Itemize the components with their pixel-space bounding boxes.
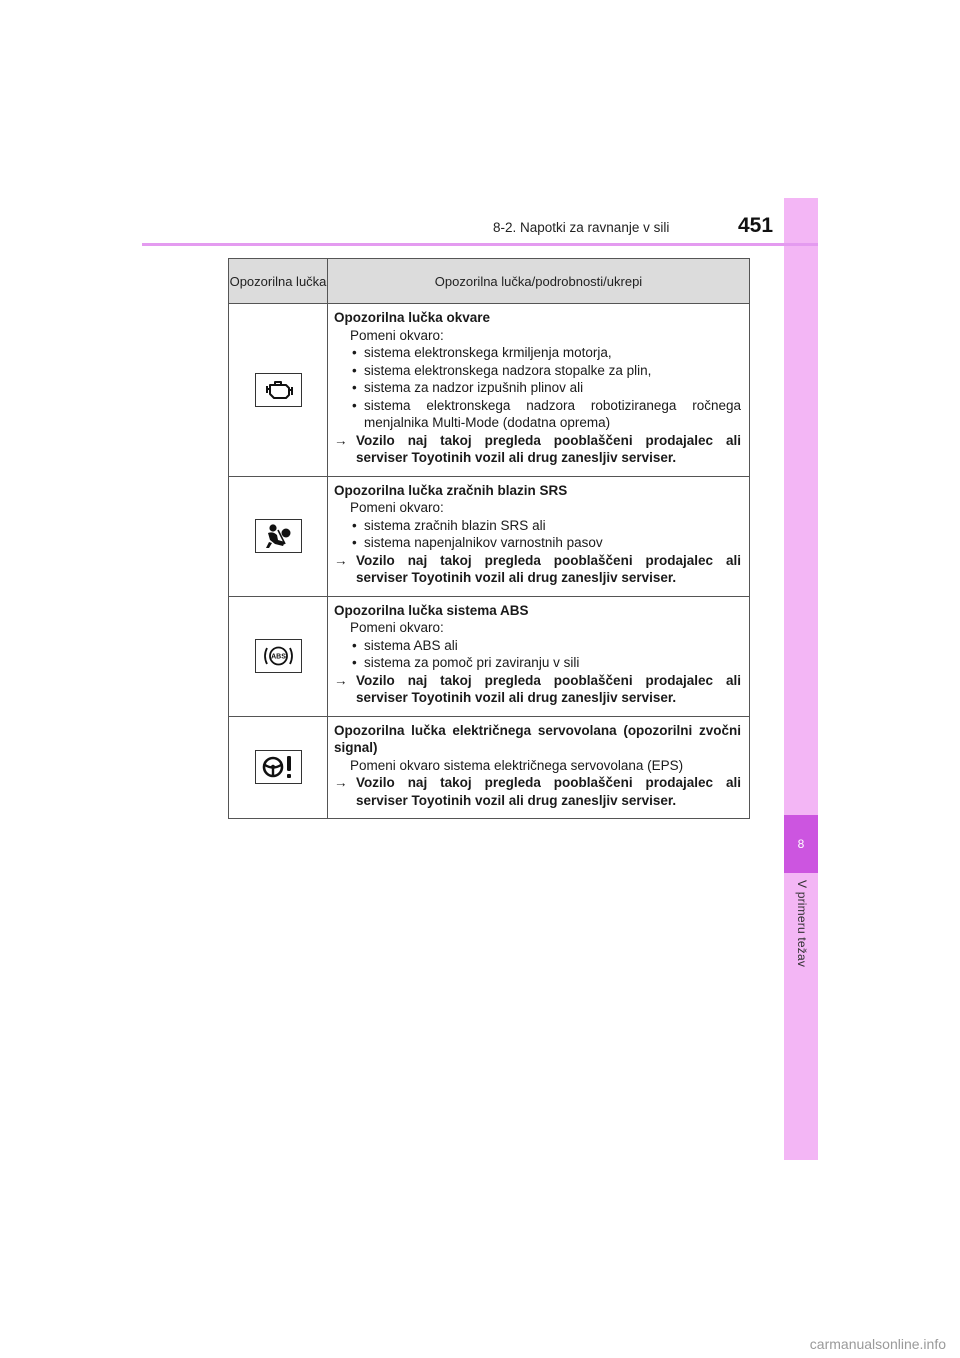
warning-lights-table: [228, 258, 750, 819]
list-item: • sistema elektronskega krmiljenja motorja,: [334, 344, 741, 362]
warning-light-lead: Pomeni okvaro sistema električnega servovolana (EPS): [350, 757, 684, 773]
arrow-icon: →: [334, 432, 348, 448]
table-row: [229, 716, 750, 819]
power-steering-icon: [255, 750, 302, 784]
warning-light-title: Opozorilna lučka sistema ABS: [334, 602, 529, 618]
airbag-srs-icon: [255, 519, 302, 553]
list-item: • sistema zračnih blazin SRS ali: [334, 517, 741, 535]
warning-light-action: → Vozilo naj takoj pregleda pooblaščeni prodajalec ali serviser Toyotinih vozil ali drug zanesljiv serviser.: [334, 672, 741, 705]
table-row: [229, 304, 750, 477]
arrow-icon: →: [334, 672, 348, 688]
warning-light-title: Opozorilna lučka električnega servovolana (opozorilni zvočni signal): [334, 722, 741, 755]
warning-light-title: Opozorilna lučka okvare: [334, 310, 491, 325]
engine-malfunction-icon: [255, 373, 302, 407]
warning-light-lead: Pomeni okvaro:: [350, 327, 444, 343]
warning-light-action: → Vozilo naj takoj pregleda pooblaščeni prodajalec ali serviser Toyotinih vozil ali drug zanesljiv serviser.: [334, 552, 741, 585]
chapter-title: V primeru težav: [795, 880, 809, 968]
warning-light-lead: Pomeni okvaro:: [350, 620, 444, 635]
section-title: 8-2. Napotki za ravnanje v sili: [493, 220, 670, 235]
chapter-number: 8: [797, 837, 805, 851]
chapter-side-strip: [784, 198, 818, 1160]
warning-light-action: → Vozilo naj takoj pregleda pooblaščeni prodajalec ali serviser Toyotinih vozil ali drug zanesljiv serviser.: [334, 432, 741, 465]
list-item: • sistema ABS ali: [334, 637, 741, 655]
warning-light-action: → Vozilo naj takoj pregleda pooblaščeni prodajalec ali serviser Toyotinih vozil ali drug zanesljiv serviser.: [334, 775, 741, 808]
arrow-icon: →: [334, 552, 348, 568]
chapter-number-tab: [784, 815, 818, 873]
col-header-icon: Opozorilna lučka: [229, 259, 328, 304]
warning-light-lead: Pomeni okvaro:: [350, 500, 444, 515]
list-item: • sistema elektronskega nadzora robotiziranega ročnega menjalnika Multi-Mode (dodatna oprema): [334, 397, 741, 432]
list-item: • sistema elektronskega nadzora stopalke za plin,: [334, 362, 741, 380]
table-row: [229, 596, 750, 716]
arrow-icon: →: [334, 775, 348, 790]
warning-light-title: Opozorilna lučka zračnih blazin SRS: [334, 482, 568, 498]
header-divider: [142, 243, 818, 246]
table-header-row: [229, 259, 750, 304]
list-item: • sistema za nadzor izpušnih plinov ali: [334, 379, 741, 397]
list-item: • sistema napenjalnikov varnostnih pasov: [334, 534, 741, 552]
svg-text:ABS: ABS: [270, 653, 286, 661]
page-number: 451: [738, 214, 774, 237]
col-header-description: Opozorilna lučka/podrobnosti/ukrepi: [328, 259, 750, 304]
list-item: • sistema za pomoč pri zaviranju v sili: [334, 654, 741, 672]
footer-watermark: carmanualsonline.info: [809, 1336, 946, 1352]
abs-icon: [255, 639, 302, 673]
table-row: [229, 476, 750, 596]
